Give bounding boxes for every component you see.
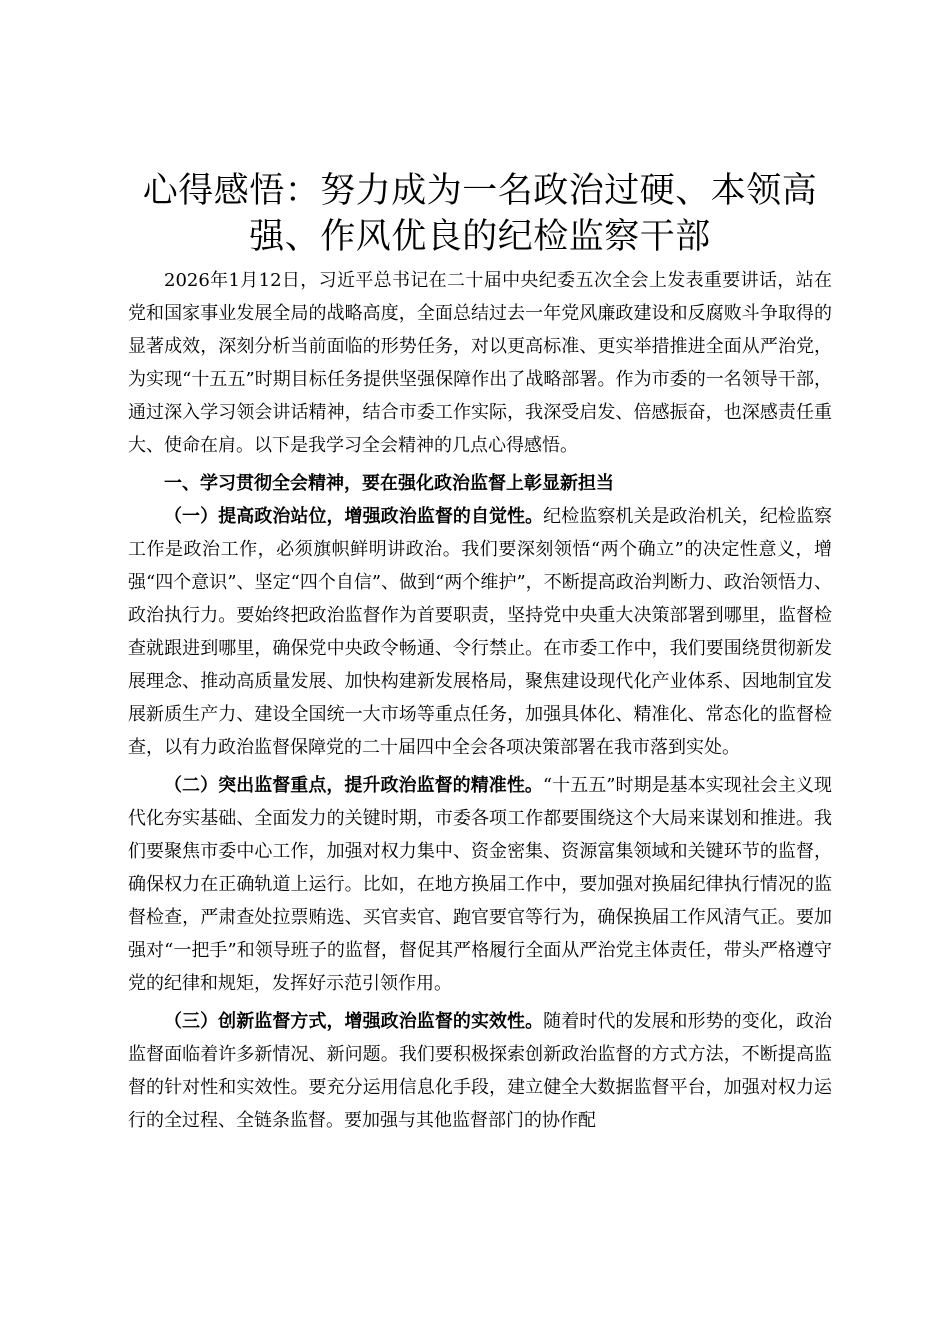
intro-paragraph: 2026年1月12日，习近平总书记在二十届中央纪委五次全会上发表重要讲话，站在党和国家事业发展全局的战略高度，全面总结过去一年党风廉政建设和反腐败斗争取得的显著成效，深刻分析当前面临的形势任务，对以更高标准、更实举措推进全面从严治党，为实现“十五五”时期目标任务提供坚强保障作出了战略部署。作为市委的一名领导干部，通过深入学习领会讲话精神，结合市委工作实际，我深受启发、倍感振奋，也深感责任重大、使命在肩。以下是我学习全会精神的几点心得感悟。 [128,270,832,456]
paragraph-3-lead: （三）创新监督方式，增强政治监督的实效性。 [164,1011,544,1032]
paragraph-2-body: “十五五”时期是基本实现社会主义现代化夯实基础、全面发力的关键时期，市委各项工作都要围绕这个大局来谋划和推进。我们要聚焦市委中心工作，加强对权力集中、资金密集、资源富集领域和关键环节的监督，确保权力在正确轨道上运行。比如，在地方换届工作中，要加强对换届纪律执行情况的监督检查，严肃查处拉票贿选、买官卖官、跑官要官等行为，确保换届工作风清气正。要加强对“一把手”和领导班子的监督，督促其严格履行全面从严治党主体责任，带头严格遵守党的纪律和规矩，发挥好示范引领作用。 [128,775,832,994]
paragraph-1-lead: （一）提高政治站位，增强政治监督的自觉性。 [164,506,544,527]
paragraph-1 [128,500,832,764]
paragraph-2 [128,769,832,1000]
paragraph-2-lead: （二）突出监督重点，提升政治监督的精准性。 [164,775,543,796]
paragraph-3-body: 随着时代的发展和形势的变化，政治监督面临着许多新情况、新问题。我们要积极探索创新政治监督的方式方法，不断提高监督的针对性和实效性。要充分运用信息化手段，建立健全大数据监督平台，加强对权力运行的全过程、全链条监督。要加强与其他监督部门的协作配 [128,1011,833,1131]
document-title: 心得感悟：努力成为一名政治过硬、本领高强、作风优良的纪检监察干部 [142,171,818,257]
document-page [128,168,832,1137]
section-heading-1: 一、学习贯彻全会精神，要在强化政治监督上彰显新担当 [164,473,614,494]
paragraph-1-body: 纪检监察机关是政治机关，纪检监察工作是政治工作，必须旗帜鲜明讲政治。我们要深刻领悟“两个确立”的决定性意义，增强“四个意识”、坚定“四个自信”、做到“两个维护”，不断提高政治判断力、政治领悟力、政治执行力。要始终把政治监督作为首要职责，坚持党中央重大决策部署到哪里，监督检查就跟进到哪里，确保党中央政令畅通、令行禁止。在市委工作中，我们要围绕贯彻新发展理念、推动高质量发展、加快构建新发展格局，聚焦建设现代化产业体系、因地制宜发展新质生产力、建设全国统一大市场等重点任务，加强具体化、精准化、常态化的监督检查，以有力政治监督保障党的二十届四中全会各项决策部署在我市落到实处。 [128,506,833,758]
paragraph-3 [128,1005,832,1137]
